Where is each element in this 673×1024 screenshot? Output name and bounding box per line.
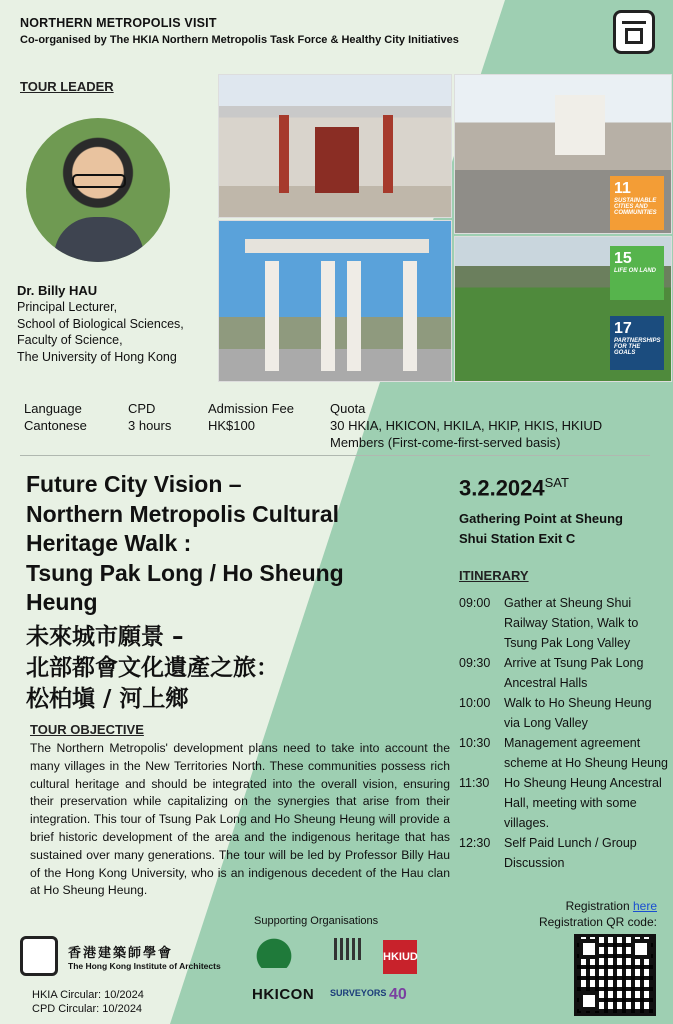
- hkia-circular: HKIA Circular: 10/2024: [32, 989, 144, 1001]
- leader-photo: [26, 118, 170, 262]
- hkis-logo: SURVEYORS: [330, 988, 387, 998]
- objective-text: The Northern Metropolis' development plans need to take into account the many villages in the New Territories North. These communities possess rich cultural heritage and should be integrated into the overall vision, ensuring their preservation while capitalizing on the synergies that arise from their integration. This tour of Tsung Pak Long and Ho Sheung Heung will provide a brief historic development of the area and the indigenous heritage that has sustained over many generations. The tour will be led by Professor Billy Hau of the Hong Kong University, who is an indigenous decedent of the Hau clan at Ho Sheung Heung.: [30, 741, 450, 898]
- quota-info: Quota 30 HKIA, HKICON, HKILA, HKIP, HKIS, HKIUD Members (First-come-first-served basis): [330, 401, 603, 450]
- list-item: 10:00 Walk to Ho Sheung Heung via Long Valley: [459, 696, 652, 730]
- fee-info: Admission Fee HK$100: [208, 401, 294, 433]
- objective-heading: TOUR OBJECTIVE: [30, 722, 144, 737]
- hkia-logo-icon: [20, 936, 58, 976]
- anniversary-logo: 40: [389, 986, 407, 1003]
- list-item: 09:00 Gather at Sheung Shui Railway Station, Walk to Tsung Pak Long Valley: [459, 596, 639, 650]
- list-item: 11:30 Ho Sheung Heung Ancestral Hall, meeting with some villages.: [459, 776, 662, 830]
- co-organiser-line: Co-organised by The HKIA Northern Metropolis Task Force & Healthy City Initiatives: [20, 34, 459, 46]
- hkia-name-zh: 香港建築師學會: [68, 946, 174, 961]
- list-item: 09:30 Arrive at Tsung Pak Long Ancestral Halls: [459, 656, 644, 690]
- supporting-orgs-heading: Supporting Organisations: [254, 915, 379, 927]
- language-info: Language Cantonese: [24, 401, 87, 433]
- cpd-info: CPD 3 hours: [128, 401, 172, 433]
- hkia-logo-icon: [613, 10, 655, 54]
- event-title-zh: 未來城市願景 – 北部都會文化遺產之旅： 松柏塡 / 河上鄉: [26, 624, 279, 712]
- hkicon-logo: HKICON: [252, 986, 315, 1003]
- hkila-logo-icon: [252, 938, 296, 968]
- registration-info: Registration here Registration QR code:: [538, 899, 657, 929]
- leader-role: Principal Lecturer, School of Biological Sciences, Faculty of Science, The University of Hong Kong: [17, 300, 184, 364]
- hkia-name-en: The Hong Kong Institute of Architects: [68, 961, 221, 971]
- sdg-15-icon: 15 LIFE ON LAND: [610, 246, 664, 300]
- event-date: $3.2.2024^{SAT}$: [459, 475, 569, 501]
- divider: [20, 455, 650, 456]
- hkiud-logo: HKIUD: [383, 940, 417, 974]
- list-item: 10:30 Management agreement scheme at Ho Sheung Heung: [459, 736, 668, 770]
- sdg-11-icon: 11 SUSTAINABLE CITIES AND COMMUNITIES: [610, 176, 664, 230]
- list-item: 12:30 Self Paid Lunch / Group Discussion: [459, 836, 637, 870]
- registration-link[interactable]: here: [632, 899, 657, 913]
- photo-ancestral-hall: [218, 74, 452, 218]
- itinerary-heading: ITINERARY: [459, 568, 529, 583]
- event-series-title: NORTHERN METROPOLIS VISIT: [20, 16, 217, 30]
- cpd-circular: CPD Circular: 10/2024: [32, 1003, 143, 1015]
- photo-memorial-archway: [218, 220, 452, 382]
- gathering-point: Gathering Point at Sheung Shui Station Exit C: [459, 511, 623, 546]
- hkip-logo-icon: [320, 938, 376, 974]
- registration-qr-code[interactable]: [574, 934, 656, 1016]
- event-title-en: Future City Vision – Northern Metropolis Cultural Heritage Walk : Tsung Pak Long / Ho Sheung Heung: [26, 471, 344, 615]
- itinerary-list: [459, 593, 669, 873]
- tour-leader-heading: TOUR LEADER: [20, 79, 114, 94]
- leader-name: Dr. Billy HAU: [17, 283, 98, 298]
- sdg-17-icon: 17 PARTNERSHIPS FOR THE GOALS: [610, 316, 664, 370]
